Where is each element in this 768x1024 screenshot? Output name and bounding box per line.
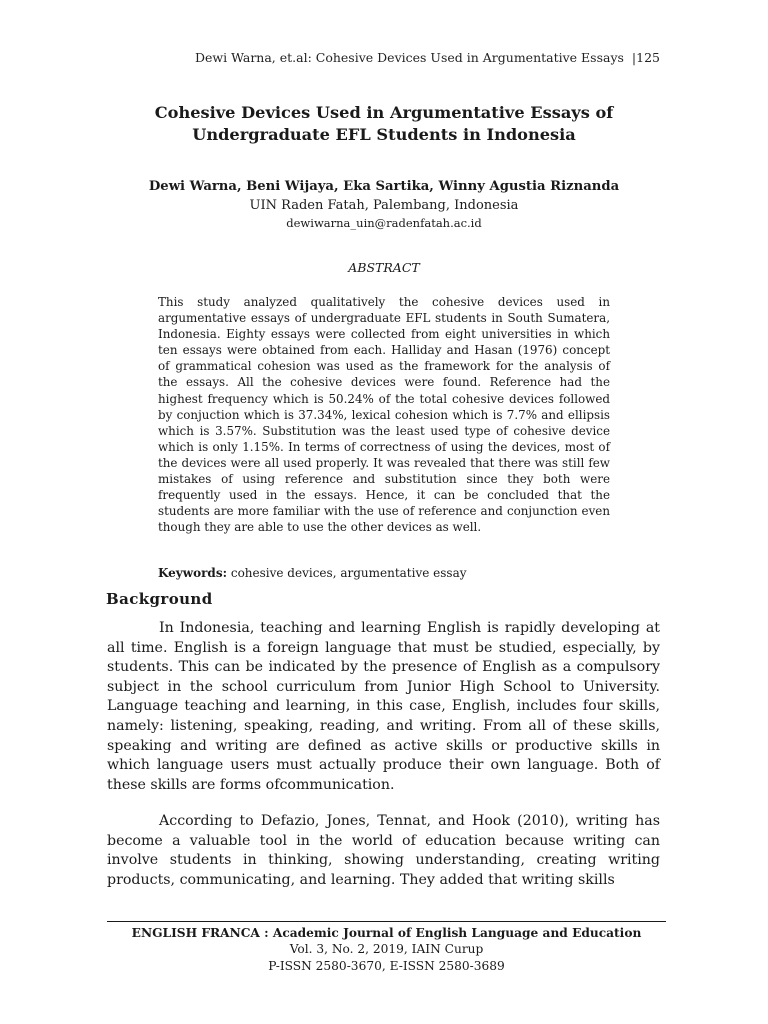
body-paragraph: In Indonesia, teaching and learning English is rapidly developing at all time. English is a foreign language that must be studied, especially, by students. This can be indicated by the presence of English as a compulsory subject in the school curriculum from Junior High School to University. Language teaching and learning, in this case, English, includes four skills, namely: listening, speaking, reading, and writing. From all of these skills, speaking and writing are defined as active skills or productive skills in which language users must actually produce their own language. Both of these skills are forms ofcommunication. xyxy=(107,620,660,793)
abstract-body: This study analyzed qualitatively the cohesive devices used in argumentative essays of undergraduate EFL students in South Sumatera, Indonesia. Eighty essays were collected from eight universities in which ten essays were obtained from each. Halliday and Hasan (1976) concept of grammatical cohesion was used as the framework for the analysis of the essays. All the cohesive devices were found. Reference had the highest frequency which is 50.24% of the total cohesive devices followed by conjuction which is 37.34%, lexical cohesion which is 7.7% and ellipsis which is 3.57%. Substitution was the least used type of cohesive device which is only 1.15%. In terms of correctness of using the devices, most of the devices were all used properly. It was revealed that there was still few mistakes of using reference and substitution since they both were frequently used in the essays. Hence, it can be concluded that the students are more familiar with the use of reference and conjunction even though they are able to use the other devices as well. xyxy=(158,295,610,535)
section-heading: Background xyxy=(106,590,213,608)
footer-divider xyxy=(107,921,666,922)
paper-title: Cohesive Devices Used in Argumentative Essays of Undergraduate EFL Students in Indonesia xyxy=(154,103,614,144)
body-paragraph: According to Defazio, Jones, Tennat, and Hook (2010), writing has become a valuable tool in the world of education because writing can involve students in thinking, showing understanding, creating writing products, communicating, and learning. They added that writing skills xyxy=(107,813,660,888)
footer-volume-info: Vol. 3, No. 2, 2019, IAIN Curup xyxy=(289,942,484,956)
keywords-value: cohesive devices, argumentative essay xyxy=(230,566,467,580)
page-number: |125 xyxy=(631,50,660,65)
footer-journal-name: ENGLISH FRANCA : Academic Journal of English Language and Education xyxy=(131,926,642,940)
author-affiliation: UIN Raden Fatah, Palembang, Indonesia xyxy=(249,198,519,213)
running-head xyxy=(195,50,660,65)
running-head-text: Dewi Warna, et.al: Cohesive Devices Used in Argumentative Essays xyxy=(195,50,624,65)
abstract-heading: ABSTRACT xyxy=(348,260,420,275)
footer-issn: P-ISSN 2580-3670, E-ISSN 2580-3689 xyxy=(268,959,505,973)
author-list: Dewi Warna, Beni Wijaya, Eka Sartika, Winny Agustia Riznanda xyxy=(148,179,620,194)
author-email: dewiwarna_uin@radenfatah.ac.id xyxy=(286,216,482,230)
keywords xyxy=(158,566,467,580)
keywords-label: Keywords: xyxy=(158,566,228,580)
